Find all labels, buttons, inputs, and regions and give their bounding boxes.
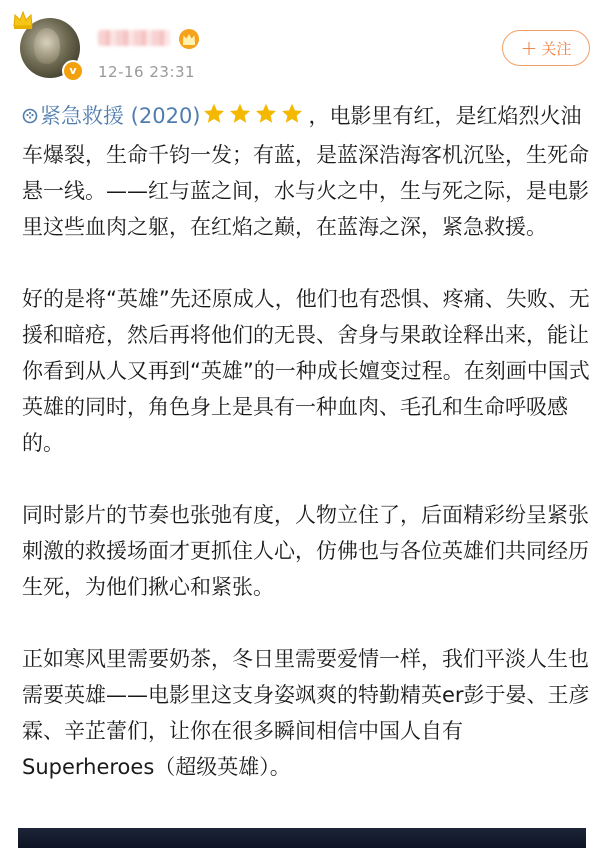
plus-icon: +: [520, 36, 538, 60]
rating-stars: [201, 101, 305, 137]
star-icon: [227, 102, 253, 126]
star-icon: [279, 102, 305, 126]
username-blurred[interactable]: [98, 30, 170, 46]
star-icon: [253, 102, 279, 126]
post-timestamp: 12-16 23:31: [98, 63, 196, 81]
paragraph-1: [22, 98, 592, 245]
paragraph-1-text: ，电影里有红，是红焰烈火油车爆裂，生命千钧一发；有蓝，是蓝深浩海客机沉坠，生死命悬一线。——红与蓝之间，水与火之中，生与死之际，是电影里这些血肉之躯，在红焰之巅，在蓝海之深，紧急救援。: [22, 104, 589, 239]
post-image-top-edge[interactable]: [18, 828, 586, 848]
vip-crown-icon: [178, 28, 200, 50]
post-content: [22, 98, 592, 821]
paragraph-3: 同时影片的节奏也张弛有度，人物立住了，后面精彩纷呈紧张刺激的救援场面才更抓住人心，仿佛也与各位英雄们共同经历生死，为他们揪心和紧张。: [22, 503, 589, 599]
follow-button[interactable]: [502, 30, 590, 66]
paragraph-4: 正如寒风里需要奶茶，冬日里需要爱情一样，我们平淡人生也需要英雄——电影里这支身姿飒爽的特勤精英er彭于晏、王彦霖、辛芷蕾们，让你在很多瞬间相信中国人自有Superheroes（超级英雄）。: [22, 647, 590, 779]
avatar-face: [34, 28, 60, 64]
link-icon: [22, 108, 38, 124]
verified-badge-icon: v: [62, 60, 84, 82]
star-icon: [201, 102, 227, 126]
follow-label: 关注: [541, 39, 572, 58]
paragraph-2: 好的是将“英雄”先还原成人，他们也有恐惧、疼痛、失败、无援和暗疮，然后再将他们的无畏、舍身与果敢诠释出来，能让你看到从人又再到“英雄”的一种成长嬗变过程。在刻画中国式英雄的同时，角色身上是具有一种血肉、毛孔和生命呼吸感的。: [22, 287, 590, 455]
crown-icon: [12, 10, 34, 30]
movie-link[interactable]: 紧急救援 (2020): [40, 104, 201, 128]
user-avatar[interactable]: [20, 18, 80, 78]
